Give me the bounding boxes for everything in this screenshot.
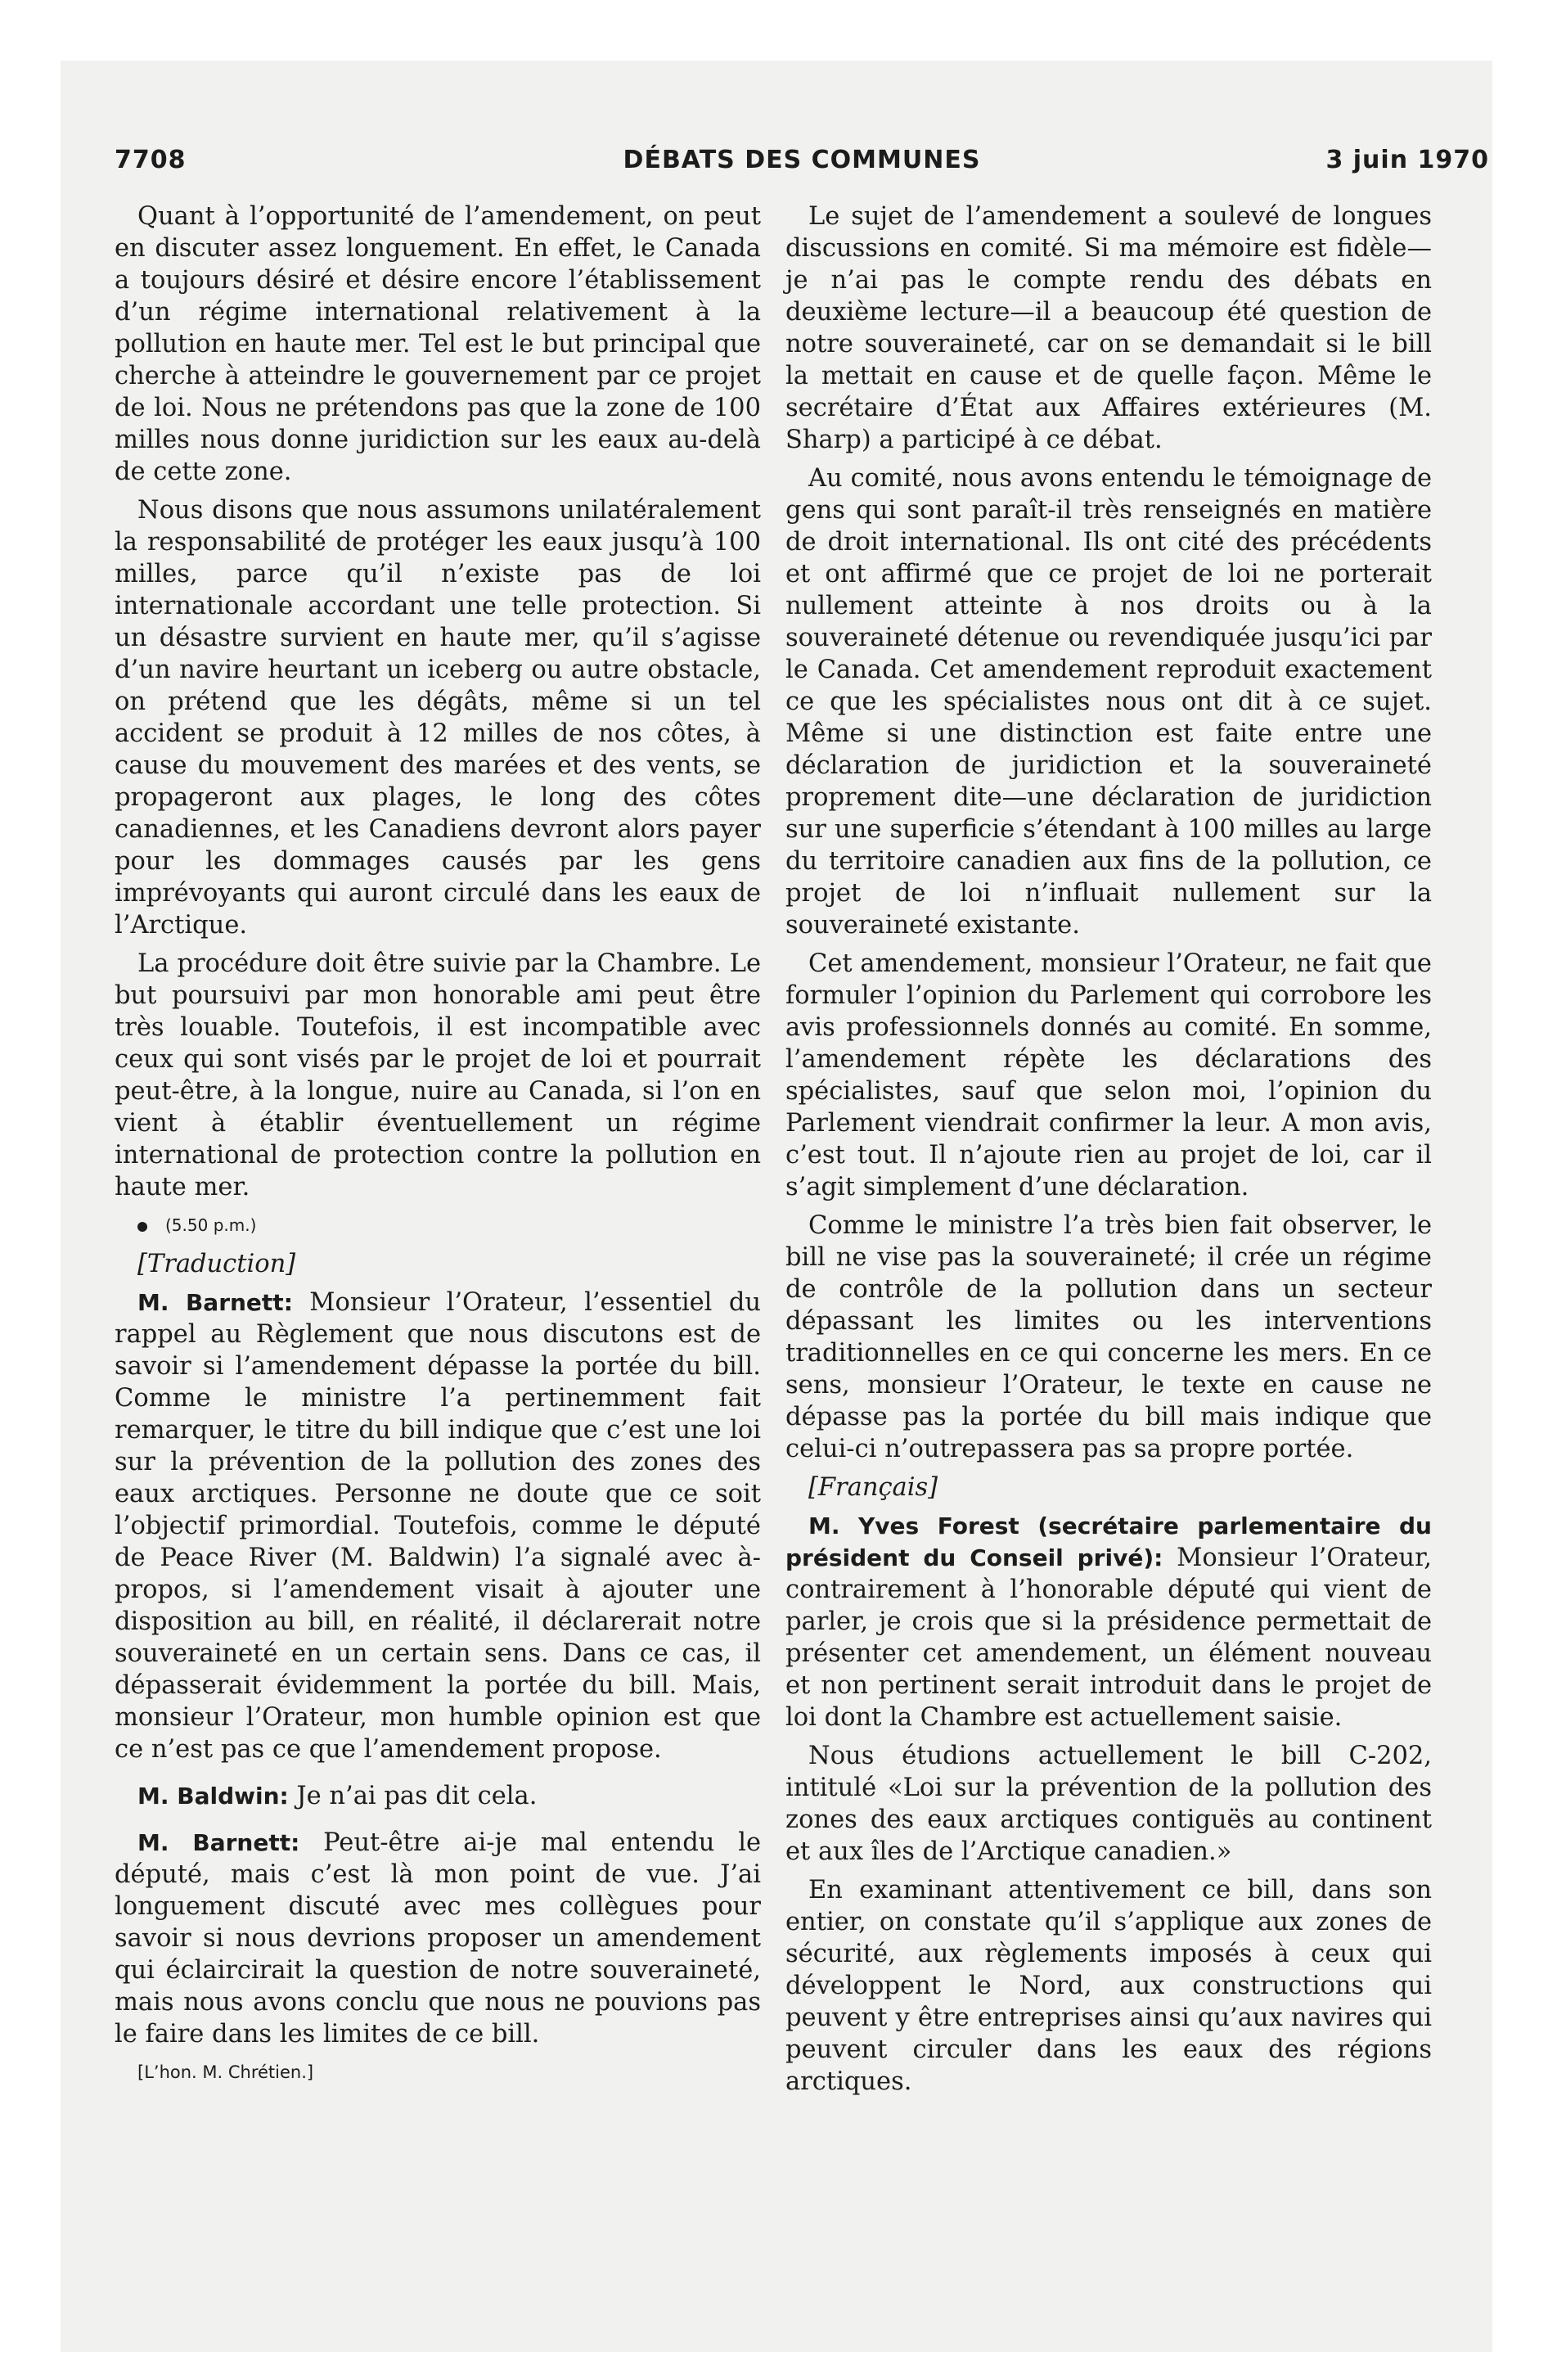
speech-text: Monsieur l’Orateur, l’essentiel du rappel au Règlement que nous discutons est de savoir si l’amendement dépasse la portée du bill. Comme le ministre l’a pertinemment fait remarquer, le titre du bill indique que c’est une loi sur la prévention de la pollution des zones des eaux arctiques. Personne ne doute que ce soit l’objectif primordial. Toutefois, comme le député de Peace River (M. Baldwin) l’a signalé avec à-propos, si l’amendement visait à ajouter une disposition au bill, en réalité, il déclarerait notre souveraineté en un certain sens. Dans ce cas, il dépasserait évidemment la portée du bill. Mais, monsieur l’Orateur, mon humble opinion est que ce n’est pas ce que l’amendement propose. <box>115 1288 761 1764</box>
paragraph: La procédure doit être suivie par la Chambre. Le but poursuivi par mon honorable ami peut être très louable. Toutefois, il est incompatible avec ceux qui sont visés par le projet de loi et pourrait peut-être, à la longue, nuire au Canada, si l’on en vient à établir éventuellement un régime international de protection contre la pollution en haute mer. <box>115 949 761 1201</box>
speaker-name: M. Barnett: <box>137 1829 300 1856</box>
paragraph: Comme le ministre l’a très bien fait observer, le bill ne vise pas la souveraineté; il crée un régime de contrôle de la pollution dans un secteur dépassant les limites ou les interventions traditionnelles en ce qui concerne les mers. En ce sens, monsieur l’Orateur, le texte en cause ne dépasse pas la portée du bill mais indique que celui-ci n’outrepassera pas sa propre portée. <box>785 1211 1432 1463</box>
speech-text: Peut-être ai-je mal entendu le député, mais c’est là mon point de vue. J’ai longuement discuté avec mes collègues pour savoir si nous devrions proposer un amendement qui éclaircirait la question de notre souveraineté, mais nous avons conclu que nous ne pouvions pas le faire dans les limites de ce bill. <box>115 1828 761 2049</box>
french-tag: [Français] <box>808 1473 938 1502</box>
paragraph: Nous disons que nous assumons unilatéralement la responsabilité de protéger les eaux jusqu’à 100 milles, parce qu’il n’existe pas de loi internationale accordant une telle protection. Si un désastre survient en haute mer, qu’il s’agisse d’un navire heurtant un iceberg ou autre obstacle, on prétend que les dégâts, même si un tel accident se produit à 12 milles de nos côtes, à cause du mouvement des marées et des vents, se propageront aux plages, le long des côtes canadiennes, et les Canadiens devront alors payer pour les dommages causés par les gens imprévoyants qui auront circulé dans les eaux de l’Arctique. <box>115 496 761 940</box>
left-column <box>115 201 761 2095</box>
page-title: DÉBATS DES COMMUNES <box>623 146 981 174</box>
paragraph: Le sujet de l’amendement a soulevé de longues discussions en comité. Si ma mémoire est fidèle—je n’ai pas le compte rendu des débats en deuxième lecture—il a beaucoup été question de notre souveraineté, car on se demandait si le bill la mettait en cause et de quelle façon. Même le secrétaire d’État aux Affaires extérieures (M. Sharp) a participé à ce débat. <box>785 202 1432 454</box>
speech-baldwin <box>115 1780 761 1812</box>
speech-forest <box>785 1510 1432 1733</box>
speech-barnett-1 <box>115 1287 761 1765</box>
page-header <box>115 144 1489 177</box>
page-number: 7708 <box>115 146 187 174</box>
speaker-name: M. Barnett: <box>137 1289 293 1316</box>
paragraph: Quant à l’opportunité de l’amendement, on peut en discuter assez longuement. En effet, le Canada a toujours désiré et désire encore l’établissement d’un régime international relativement à la pollution en haute mer. Tel est le but principal que cherche à atteindre le gouvernement par ce projet de loi. Nous ne prétendons pas que la zone de 100 milles nous donne juridiction sur les eaux au-delà de cette zone. <box>115 202 761 486</box>
paragraph: Cet amendement, monsieur l’Orateur, ne fait que formuler l’opinion du Parlement qui corrobore les avis professionnels donnés au comité. En somme, l’amendement répète les déclarations des spécialistes, sauf que selon moi, l’opinion du Parlement viendrait confirmer la leur. A mon avis, c’est tout. Il n’ajoute rien au projet de loi, car il s’agit simplement d’une déclaration. <box>785 949 1432 1201</box>
paragraph: Au comité, nous avons entendu le témoignage de gens qui sont paraît-il très renseignés en matière de droit international. Ils ont cité des précédents et ont affirmé que ce projet de loi ne porterait nullement atteinte à nos droits ou à la souveraineté détenue ou revendiquée jusqu’ici par le Canada. Cet amendement reproduit exactement ce que les spécialistes nous ont dit à ce sujet. Même si une distinction est faite entre une déclaration de juridiction et la souveraineté proprement dite—une déclaration de juridiction sur une superficie s’étendant à 100 milles au large du territoire canadien aux fins de la pollution, ce projet de loi n’influait nullement sur la souveraineté existante. <box>785 464 1432 940</box>
speaker-name: M. Yves Forest (secrétaire parlementaire du président du Conseil privé): <box>785 1512 1432 1571</box>
speaker-name: M. Baldwin: <box>137 1783 289 1810</box>
paragraph: Nous étudions actuellement le bill C-202, intitulé «Loi sur la prévention de la pollution des zones des eaux arctiques contiguës au continent et aux îles de l’Arctique canadien.» <box>785 1742 1432 1866</box>
speech-text: Monsieur l’Orateur, contrairement à l’honorable député qui vient de parler, je crois que si la présidence permettait de présenter cet amendement, un élément nouveau et non pertinent serait introduit dans le projet de loi dont la Chambre est actuellement saisie. <box>785 1544 1432 1732</box>
attribution: [L’hon. M. Chrétien.] <box>137 2062 314 2082</box>
time-stamp <box>115 1210 761 1242</box>
translation-tag: [Traduction] <box>137 1250 296 1278</box>
page-date: 3 juin 1970 <box>1325 146 1489 174</box>
right-column <box>785 201 1432 2104</box>
paragraph: En examinant attentivement ce bill, dans son entier, on constate qu’il s’applique aux zones de sécurité, aux règlements imposés à ceux qui développent le Nord, aux constructions qui peuvent y être entreprises ainsi qu’aux navires qui peuvent circuler dans les eaux des régions arctiques. <box>785 1876 1432 2096</box>
bullet-icon <box>137 1222 147 1232</box>
speech-text: Je n’ai pas dit cela. <box>288 1782 538 1810</box>
speech-barnett-2 <box>115 1827 761 2050</box>
time-stamp-text: (5.50 p.m.) <box>165 1215 257 1235</box>
